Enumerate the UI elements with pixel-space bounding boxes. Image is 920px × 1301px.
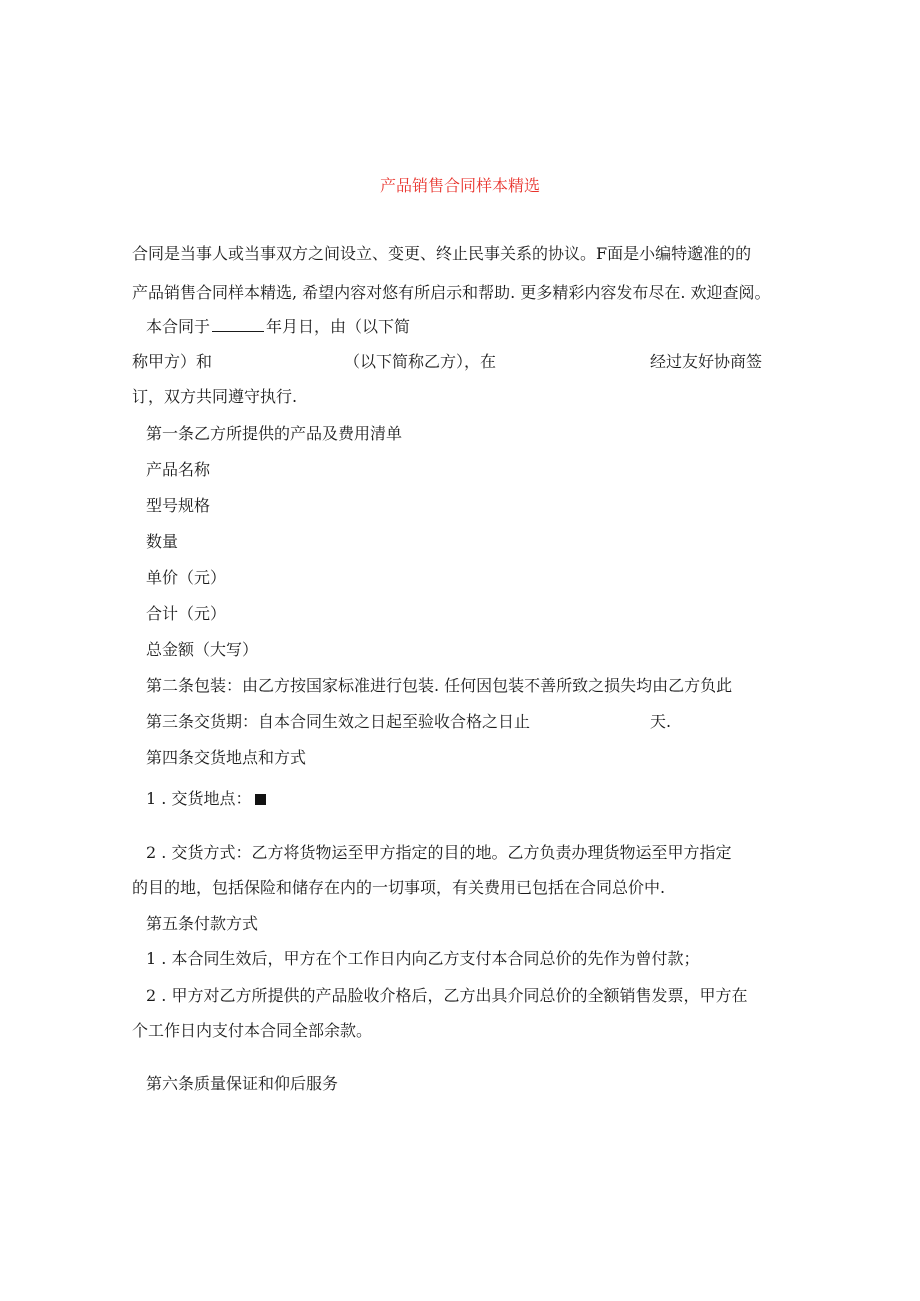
article4-item-2-line-1: 2 . 交货方式：乙方将货物运至甲方指定的目的地。乙方负责办理货物运至甲方指定 <box>146 843 732 862</box>
preamble-text-2: 年月日，由（以下简 <box>266 317 411 336</box>
article4-item-1 <box>146 788 266 810</box>
article4-item-2-line-2: 的目的地，包括保险和储存在内的一切事项，有关费用已包括在合同总价中. <box>132 878 666 897</box>
delivery-location-label: 1 . 交货地点： <box>146 789 252 808</box>
intro-line-2: 产品销售合同样本精选, 希望内容对悠有所启示和帮助. 更多精彩内容发布尽在. 欢迎查阅。 <box>132 283 771 302</box>
article5-item-2-line-2: 个工作日内支付本合同全部余款。 <box>132 1021 373 1040</box>
article5-heading: 第五条付款方式 <box>146 914 259 933</box>
preamble-line-1 <box>146 316 410 338</box>
article1-item-total-uppercase: 总金额（大写） <box>146 640 259 659</box>
article3-delivery-period: 第三条交货期：自本合同生效之日起至验收合格之日止 <box>146 712 531 731</box>
article2-packaging: 第二条包装：由乙方按国家标准进行包装. 任何因包装不善所致之损失均由乙方负此 <box>146 676 733 695</box>
article6-heading: 第六条质量保证和仰后服务 <box>146 1074 339 1093</box>
article4-heading: 第四条交货地点和方式 <box>146 748 307 767</box>
preamble-line-2c: 经过友好协商签 <box>650 352 763 371</box>
article1-item-quantity: 数量 <box>146 532 179 551</box>
document-title: 产品销售合同样本精选 <box>379 176 540 195</box>
date-blank <box>212 317 264 332</box>
article3-days: 天. <box>650 712 672 731</box>
article1-item-product-name: 产品名称 <box>146 460 211 479</box>
article1-item-subtotal: 合计（元） <box>146 604 227 623</box>
article1-item-model-spec: 型号规格 <box>146 496 211 515</box>
article1-heading: 第一条乙方所提供的产品及费用清单 <box>146 424 403 443</box>
intro-line-1: 合同是当事人或当事双方之间设立、变更、终止民事关系的协议。F面是小编特邈准的的 <box>132 244 752 263</box>
article1-item-unit-price: 单价（元） <box>146 568 227 587</box>
preamble-line-2a: 称甲方）和 <box>132 352 213 371</box>
preamble-text-1: 本合同于 <box>146 317 211 336</box>
preamble-line-3: 订，双方共同遵守执行. <box>132 387 298 406</box>
preamble-line-2b: （以下简称乙方），在 <box>344 352 497 371</box>
article5-item-2-line-1: 2 . 甲方对乙方所提供的产品脸收介格后，乙方出具介同总价的全额销售发票，甲方在 <box>146 986 748 1005</box>
filled-square-icon <box>255 794 266 805</box>
article5-item-1: 1 . 本合同生效后，甲方在个工作日内向乙方支付本合同总价的先作为曾付款； <box>146 949 700 968</box>
